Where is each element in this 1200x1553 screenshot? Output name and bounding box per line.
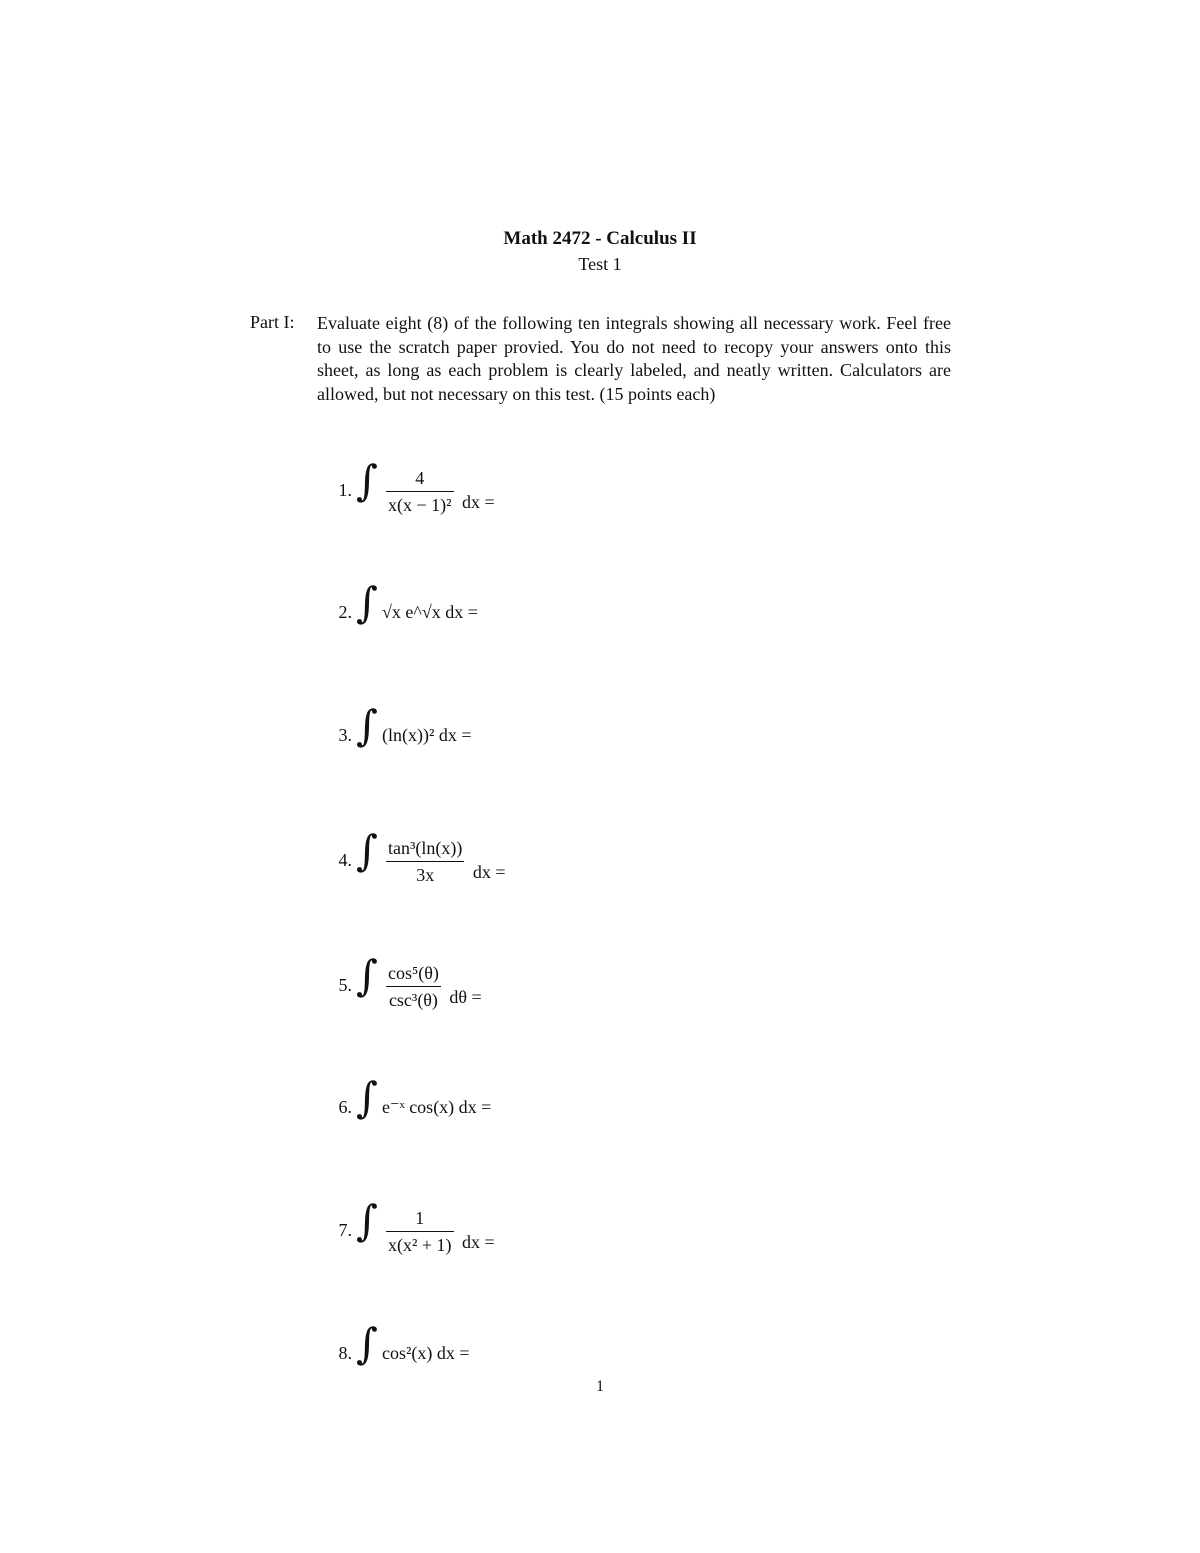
problem-6 — [330, 1073, 730, 1167]
part-label: Part I: — [250, 312, 295, 332]
problem-number: 6. — [338, 1097, 352, 1117]
fraction — [386, 963, 441, 1011]
denominator: csc³(θ) — [386, 986, 441, 1011]
page-title: Math 2472 - Calculus II — [503, 228, 697, 249]
differential: dx = — [462, 1232, 495, 1253]
numerator: tan³(ln(x)) — [388, 838, 463, 858]
integral-sign: ∫ — [356, 1319, 378, 1368]
problem-7 — [330, 1196, 730, 1290]
denominator: x(x² + 1) — [386, 1231, 454, 1256]
fraction — [386, 838, 464, 886]
problem-4 — [330, 826, 730, 920]
problem-number: 8. — [338, 1343, 352, 1363]
integral-sign: ∫ — [356, 1073, 378, 1122]
problem-number: 5. — [338, 975, 352, 995]
problem-1 — [330, 456, 730, 550]
problem-3 — [330, 701, 730, 795]
problem-5 — [330, 951, 730, 1045]
problem-2 — [330, 578, 730, 672]
integral-sign: ∫ — [356, 701, 378, 750]
problem-expression — [382, 468, 495, 528]
part-instructions: Evaluate eight (8) of the following ten integrals showing all necessary work. Feel free to use the scratch paper provied. You do not need to recopy your answers onto this sheet, as long as each problem is clearly labeled, and neatly written. Calculators are allowed, but not necessary on this test. (15 points each) — [317, 313, 951, 404]
problem-expression — [382, 963, 482, 1023]
problem-number: 3. — [338, 725, 352, 745]
integral-sign: ∫ — [356, 456, 378, 505]
numerator: cos⁵(θ) — [388, 963, 439, 983]
denominator: 3x — [386, 861, 464, 886]
numerator: 1 — [415, 1208, 425, 1228]
problem-expression — [382, 838, 506, 898]
page-number: 1 — [596, 1378, 604, 1395]
fraction — [386, 468, 454, 516]
problem-number: 1. — [338, 480, 352, 500]
problem-expression: cos²(x) dx = — [382, 1343, 470, 1363]
differential: dx = — [472, 862, 506, 883]
numerator: 4 — [415, 468, 425, 488]
page-subtitle: Test 1 — [578, 254, 622, 274]
problem-expression — [382, 1208, 495, 1268]
denominator: x(x − 1)² — [386, 491, 454, 516]
problem-expression: √x e^√x dx = — [382, 602, 478, 622]
problem-expression: e⁻ˣ cos(x) dx = — [382, 1097, 492, 1117]
problem-expression: (ln(x))² dx = — [382, 725, 472, 745]
integral-sign: ∫ — [356, 826, 378, 875]
differential: dθ = — [449, 987, 482, 1008]
problem-number: 2. — [338, 602, 352, 622]
integral-sign: ∫ — [356, 1196, 378, 1245]
fraction — [386, 1208, 454, 1256]
differential: dx = — [462, 492, 495, 513]
problem-number: 7. — [338, 1220, 352, 1240]
problem-number: 4. — [338, 850, 352, 870]
integral-sign: ∫ — [356, 951, 378, 1000]
integral-sign: ∫ — [356, 578, 378, 627]
